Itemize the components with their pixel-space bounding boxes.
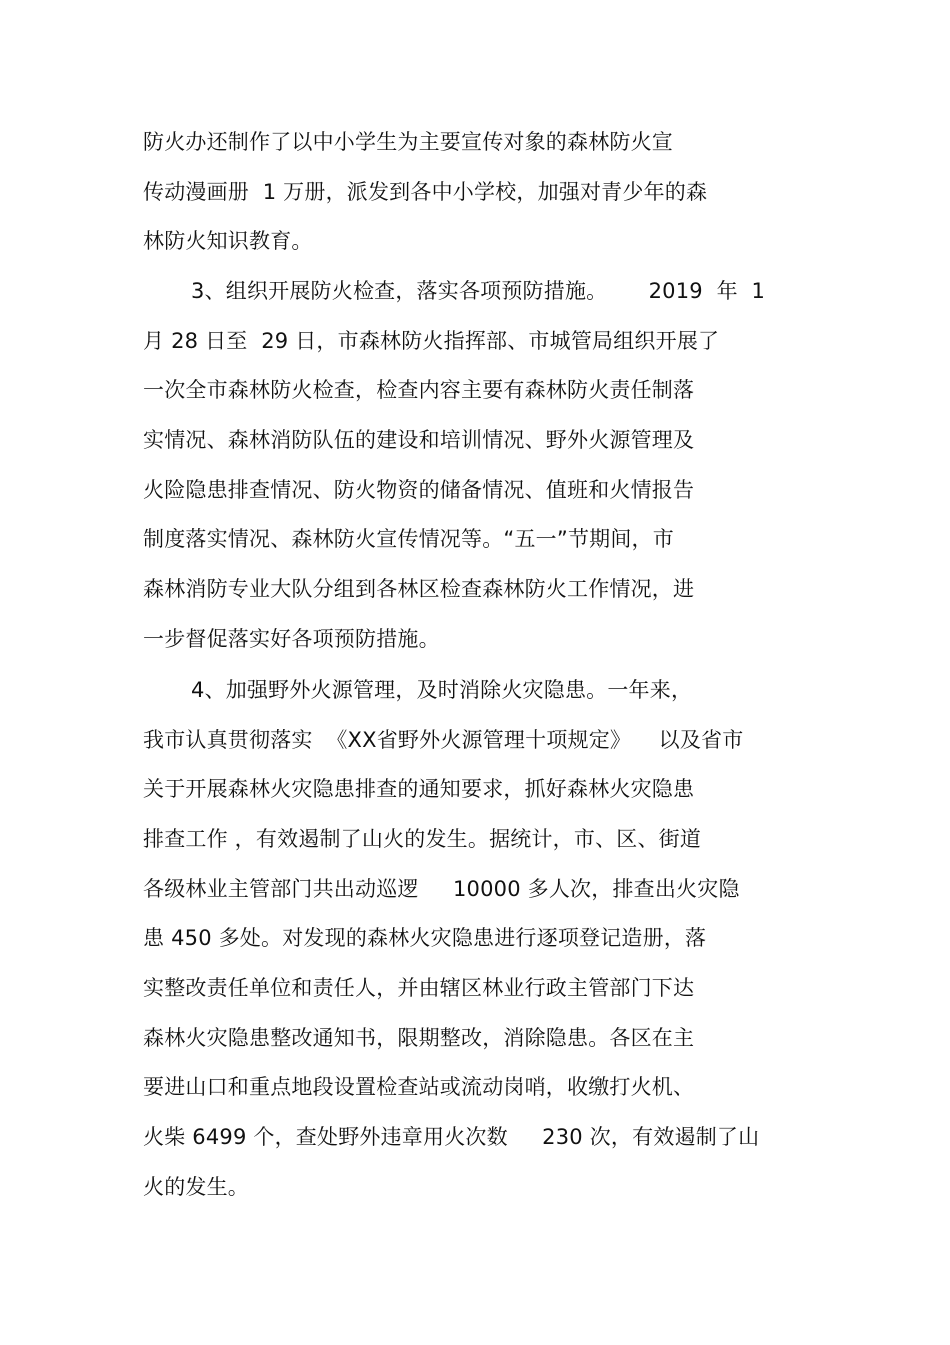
text-line: 火险隐患排查情况、防火物资的储备情况、值班和火情报告 — [143, 478, 695, 502]
text-line: 火的发生。 — [143, 1175, 249, 1199]
text-line: 4、加强野外火源管理，及时消除火灾隐患。一年来， — [191, 678, 693, 702]
text-line: 森林消防专业大队分组到各林区检查森林防火工作情况，进 — [143, 577, 695, 601]
text-line: 要进山口和重点地段设置检查站或流动岗哨，收缴打火机、 — [143, 1075, 695, 1099]
text-line: 传动漫画册 1 万册，派发到各中小学校，加强对青少年的森 — [143, 180, 708, 204]
text-line: 关于开展森林火灾隐患排查的通知要求，抓好森林火灾隐患 — [143, 777, 695, 801]
text-line: 火柴 6499 个，查处野外违章用火次数 230 次，有效遏制了山 — [143, 1125, 760, 1149]
text-line: 月 28 日至 29 日，市森林防火指挥部、市城管局组织开展了 — [143, 329, 720, 353]
text-line: 患 450 多处。对发现的森林火灾隐患进行逐项登记造册，落 — [143, 926, 707, 950]
text-line: 森林火灾隐患整改通知书，限期整改，消除隐患。各区在主 — [143, 1026, 695, 1050]
text-line: 一步督促落实好各项预防措施。 — [143, 627, 440, 651]
text-line: 制度落实情况、森林防火宣传情况等。“五一”节期间，市 — [143, 527, 674, 551]
text-line: 林防火知识教育。 — [143, 229, 313, 253]
text-line: 实情况、森林消防队伍的建设和培训情况、野外火源管理及 — [143, 428, 695, 452]
text-line: 一次全市森林防火检查，检查内容主要有森林防火责任制落 — [143, 378, 695, 402]
text-line: 各级林业主管部门共出动巡逻 10000 多人次，排查出火灾隐 — [143, 877, 740, 901]
text-line: 防火办还制作了以中小学生为主要宣传对象的森林防火宣 — [143, 130, 673, 154]
text-line: 实整改责任单位和责任人，并由辖区林业行政主管部门下达 — [143, 976, 695, 1000]
text-line: 我市认真贯彻落实 《XX省野外火源管理十项规定》 以及省市 — [143, 728, 744, 752]
text-line: 3、组织开展防火检查，落实各项预防措施。 2019 年 1 — [191, 279, 766, 303]
text-line: 排查工作 ，有效遏制了山火的发生。据统计，市、区、街道 — [143, 827, 702, 851]
